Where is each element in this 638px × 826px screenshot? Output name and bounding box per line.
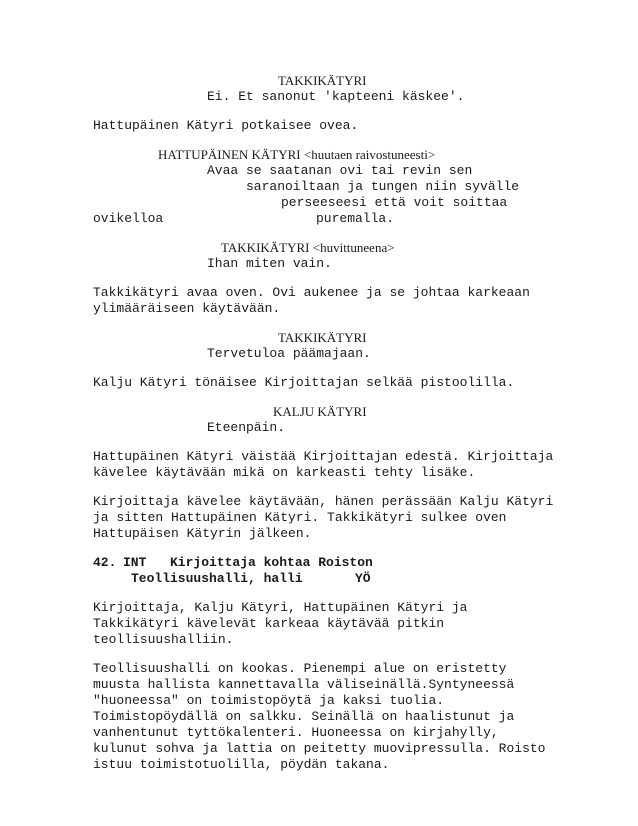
scene-number: 42.: [93, 555, 117, 570]
action-line: Toimistopöydällä on salkku. Seinällä on haalistunut ja: [93, 709, 515, 724]
dialogue-line: saranoiltaan ja tungen niin syvälle: [246, 179, 520, 194]
action-line: kävelee käytävään mikä on karkeasti tehty lisäke.: [93, 465, 476, 480]
action-line: Hattupäinen Kätyri potkaisee ovea.: [93, 118, 359, 133]
dialogue-line: Tervetuloa päämajaan.: [207, 346, 371, 361]
scene-time: YÖ: [355, 571, 371, 586]
character-name: KALJU KÄTYRI: [273, 404, 367, 419]
action-line: ylimääräiseen käytävään.: [93, 301, 281, 316]
action-line: ja sitten Hattupäinen Kätyri. Takkikätyri sulkee oven: [93, 510, 507, 525]
action-line: istuu toimistotuolilla, pöydän takana.: [93, 757, 390, 772]
action-line: "huoneessa" on toimistopöytä ja kaksi tuolia.: [93, 693, 445, 708]
character-name: TAKKIKÄTYRI <huvittuneena>: [221, 240, 395, 255]
scene-location: Teollisuushalli, halli: [131, 571, 303, 586]
action-line: muusta hallista kannettavalla väliseinällä.Syntyneessä: [93, 677, 515, 692]
action-line: Kalju Kätyri tönäisee Kirjoittajan selkää pistoolilla.: [93, 375, 515, 390]
action-line: kulunut sohva ja lattia on peitetty muovipressulla. Roisto: [93, 741, 546, 756]
action-line: Kirjoittaja, Kalju Kätyri, Hattupäinen Kätyri ja: [93, 600, 468, 615]
action-line: Kirjoittaja kävelee käytävään, hänen perässään Kalju Kätyri: [93, 494, 554, 509]
dialogue-line: Avaa se saatanan ovi tai revin sen: [207, 163, 473, 178]
dialogue-line: puremalla.: [316, 211, 395, 226]
action-line: Hattupäisen Kätyrin jälkeen.: [93, 526, 312, 541]
dialogue-line: Ihan miten vain.: [207, 256, 332, 271]
action-line: Hattupäinen Kätyri väistää Kirjoittajan edestä. Kirjoittaja: [93, 449, 554, 464]
action-line: vanhentunut tyttökalenteri. Huoneessa on kirjahylly,: [93, 725, 499, 740]
character-name: TAKKIKÄTYRI: [278, 330, 367, 345]
action-line: teollisuushalliin.: [93, 632, 234, 647]
dialogue-line: Eteenpäin.: [207, 420, 286, 435]
dialogue-line: perseeseesi että voit soittaa: [281, 195, 508, 210]
action-line: Takkikätyri avaa oven. Ovi aukenee ja se johtaa karkeaan: [93, 285, 530, 300]
scene-title: Kirjoittaja kohtaa Roiston: [170, 555, 373, 570]
character-name: TAKKIKÄTYRI: [278, 73, 367, 88]
character-name: HATTUPÄINEN KÄTYRI <huutaen raivostuneesti>: [158, 147, 436, 162]
action-line: Teollisuushalli on kookas. Pienempi alue on eristetty: [93, 661, 507, 676]
dialogue-line: Ei. Et sanonut 'kapteeni käskee'.: [207, 89, 465, 104]
scene-type: INT: [123, 555, 147, 570]
action-line: Takkikätyri kävelevät karkeaa käytävää pitkin: [93, 616, 445, 631]
dialogue-line: ovikelloa: [93, 211, 164, 226]
